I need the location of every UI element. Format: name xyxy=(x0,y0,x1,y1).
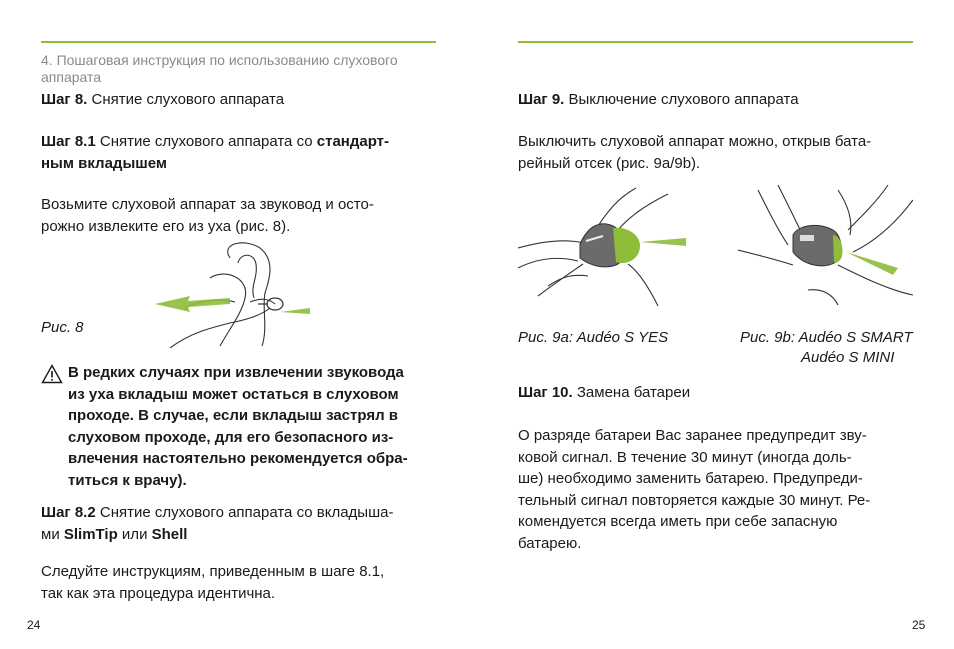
step82-or: или xyxy=(117,525,152,543)
right-top-rule xyxy=(518,41,913,43)
step81-label: Шаг 8.1 xyxy=(41,133,96,150)
right-para2-line: ковой сигнал. В течение 30 минут (иногда доль- xyxy=(518,448,852,466)
step8-title: Снятие слухового аппарата xyxy=(87,91,285,108)
right-para2-line: О разряде батареи Вас заранее предупредит зву- xyxy=(518,427,867,444)
figure-9b-hearing-aid xyxy=(738,180,913,310)
left-paragraph-2 xyxy=(41,561,441,604)
warning-line: титься к врачу). xyxy=(68,471,187,489)
step81-heading xyxy=(41,131,441,174)
page-number-right: 25 xyxy=(912,618,926,632)
step82-heading xyxy=(41,502,441,545)
shell-label: Shell xyxy=(151,525,188,543)
step8-heading xyxy=(41,89,284,111)
step9-title: Выключение слухового аппарата xyxy=(564,91,799,108)
page-number-left: 24 xyxy=(27,618,41,632)
step82-text-a: Снятие слухового аппарата со вкладыша- xyxy=(95,504,394,521)
warning-line: влечения настоятельно рекомендуется обра- xyxy=(68,450,408,467)
step8-label: Шаг 8. xyxy=(41,91,88,108)
left-para1-line2: рожно извлеките его из уха (рис. 8). xyxy=(41,217,291,235)
figure-9b-caption-line2: Audéo S MINI xyxy=(801,349,895,366)
warning-line: из уха вкладыш может остаться в слуховом xyxy=(68,385,399,403)
slimtip-label: SlimTip xyxy=(63,525,118,543)
step9-label: Шаг 9. xyxy=(518,91,565,108)
right-para1-line1: Выключить слуховой аппарат можно, открыв бата- xyxy=(518,133,872,150)
figure-9a-hearing-aid xyxy=(518,186,693,311)
right-para2-line: батарею. xyxy=(518,534,582,552)
warning-line: В редких случаях при извлечении звуковода xyxy=(68,364,404,381)
step82-text-b: ми xyxy=(41,525,64,543)
step81-text: Снятие слухового аппарата со xyxy=(95,133,317,150)
step10-heading xyxy=(518,382,690,404)
right-paragraph-1 xyxy=(518,131,918,174)
warning-text xyxy=(68,362,440,491)
warning-triangle-icon xyxy=(41,364,63,384)
warning-line: проходе. В случае, если вкладыш застрял в xyxy=(68,407,398,424)
step10-label: Шаг 10. xyxy=(518,384,573,401)
right-para2-line: ше) необходимо заменить батарею. Предупреди- xyxy=(518,470,863,487)
left-para2-line2: так как эта процедура идентична. xyxy=(41,584,276,602)
figure-8-ear-removal xyxy=(150,238,310,348)
figure-8-caption: Рис. 8 xyxy=(41,319,84,336)
step81-bold-a: стандарт- xyxy=(316,133,390,150)
right-para2-line: комендуется всегда иметь при себе запасную xyxy=(518,513,838,530)
step9-heading xyxy=(518,89,799,111)
figure-9b-caption-line1: Рис. 9b: Audéo S SMART xyxy=(740,329,913,346)
chapter-heading: 4. Пошаговая инструкция по использованию слухового аппарата xyxy=(41,52,398,85)
right-para1-line2: рейный отсек (рис. 9a/9b). xyxy=(518,154,701,172)
left-paragraph-1 xyxy=(41,194,441,237)
figure-9a-caption: Рис. 9a: Audéo S YES xyxy=(518,329,669,346)
warning-line: слуховом проходе, для его безопасного из- xyxy=(68,428,394,446)
right-paragraph-2 xyxy=(518,425,918,554)
step10-title: Замена батареи xyxy=(572,384,691,401)
left-top-rule xyxy=(41,41,436,43)
step81-bold-b: ным вкладышем xyxy=(41,154,167,172)
left-para2-line1: Следуйте инструкциям, приведенным в шаге 8.1, xyxy=(41,563,385,580)
figure-9b-caption xyxy=(740,328,915,368)
step82-label: Шаг 8.2 xyxy=(41,504,96,521)
left-para1-line1: Возьмите слуховой аппарат за звуковод и осто- xyxy=(41,196,374,213)
right-para2-line: тельный сигнал повторяется каждые 30 минут. Ре- xyxy=(518,491,871,509)
